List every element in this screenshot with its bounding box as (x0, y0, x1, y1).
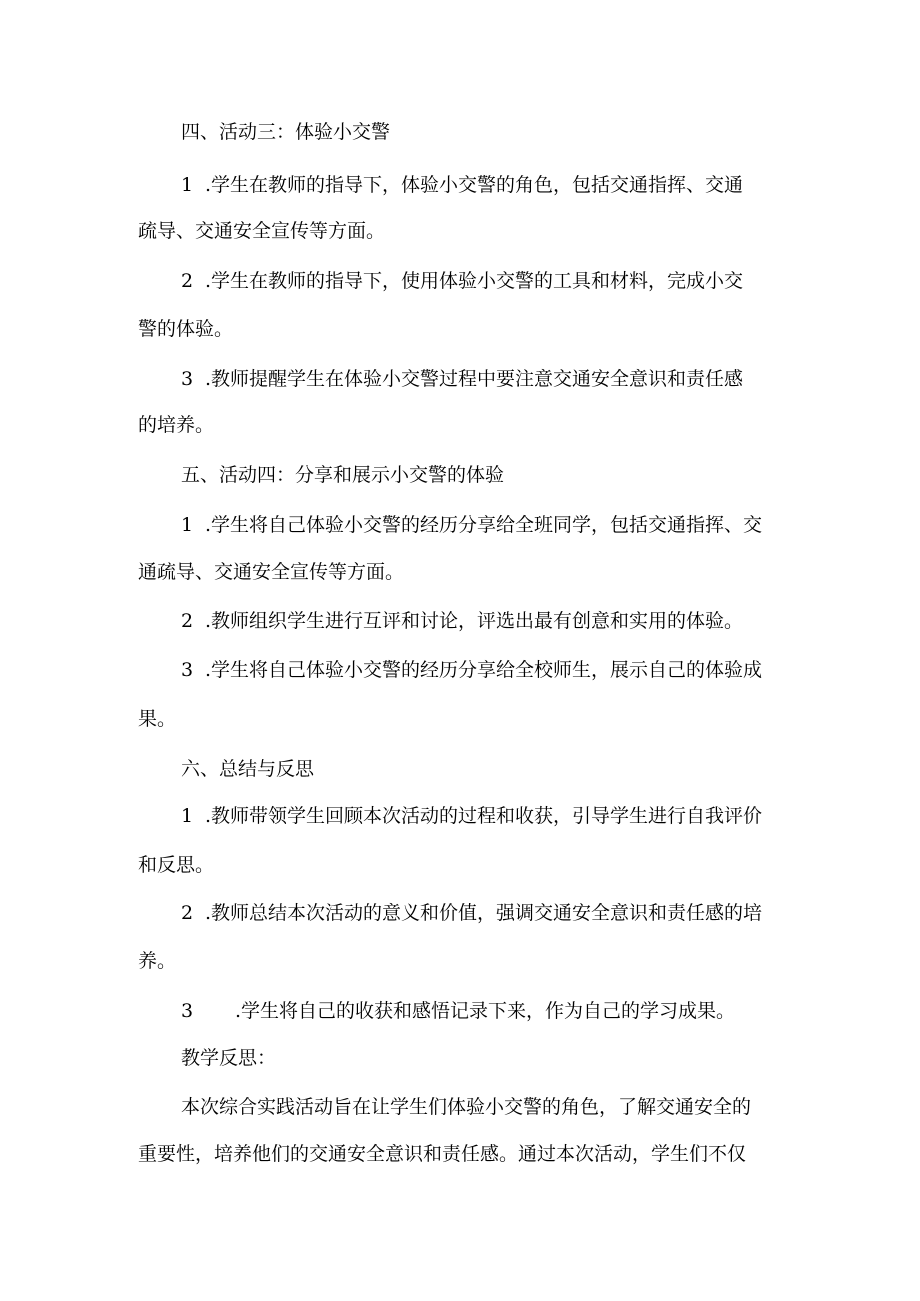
list-item-continuation (0, 216, 920, 246)
item-text-cont: 和反思。 (138, 854, 215, 876)
list-item (0, 898, 920, 928)
reflection-text: 本次综合实践活动旨在让学生们体验小交警的角色，了解交通安全的 (181, 1096, 752, 1118)
list-item (0, 266, 920, 296)
list-item (0, 655, 920, 685)
item-text: .教师带领学生回顾本次活动的过程和收获，引导学生进行自我评价 (205, 805, 763, 827)
item-number: 2 (181, 270, 194, 292)
reflection-heading (0, 1043, 920, 1073)
item-text-cont: 的培养。 (138, 414, 215, 436)
item-number: 1 (181, 805, 194, 827)
list-item-continuation (0, 314, 920, 344)
list-item-continuation (0, 946, 920, 976)
item-number: 3 (181, 1000, 194, 1022)
item-number: 2 (181, 902, 194, 924)
item-text: .学生将自己体验小交警的经历分享给全校师生，展示自己的体验成 (205, 659, 763, 681)
list-item-continuation (0, 557, 920, 587)
item-text: .学生在教师的指导下，体验小交警的角色，包括交通指挥、交通 (205, 174, 744, 196)
section-heading-text: 四、活动三：体验小交警 (181, 121, 391, 143)
section-heading-activity-4 (0, 460, 920, 490)
item-number: 3 (181, 368, 194, 390)
item-text: .学生在教师的指导下，使用体验小交警的工具和材料，完成小交 (205, 270, 744, 292)
item-text-cont: 通疏导、交通安全宣传等方面。 (138, 561, 405, 583)
list-item (0, 510, 920, 540)
list-item-continuation (0, 410, 920, 440)
list-item-continuation (0, 704, 920, 734)
section-heading-activity-3 (0, 117, 920, 147)
item-number: 2 (181, 610, 194, 632)
item-number: 1 (181, 514, 194, 536)
list-item-continuation (0, 850, 920, 880)
item-text-cont: 果。 (138, 708, 177, 730)
item-text-cont: 疏导、交通安全宣传等方面。 (138, 220, 386, 242)
item-text: .学生将自己体验小交警的经历分享给全班同学，包括交通指挥、交 (205, 514, 763, 536)
section-heading-summary (0, 754, 920, 784)
reflection-heading-text: 教学反思： (181, 1047, 277, 1069)
reflection-paragraph-line (0, 1092, 920, 1122)
reflection-paragraph-line (0, 1139, 920, 1169)
list-item (0, 170, 920, 200)
item-number: 3 (181, 659, 194, 681)
list-item (0, 364, 920, 394)
section-heading-text: 五、活动四：分享和展示小交警的体验 (181, 464, 505, 486)
item-text-cont: 警的体验。 (138, 318, 234, 340)
item-text: .教师组织学生进行互评和讨论，评选出最有创意和实用的体验。 (205, 610, 744, 632)
section-heading-text: 六、总结与反思 (181, 758, 315, 780)
list-item (0, 606, 920, 636)
item-number: 1 (181, 174, 194, 196)
item-text: .学生将自己的收获和感悟记录下来，作为自己的学习成果。 (235, 1000, 736, 1022)
item-text-cont: 养。 (138, 950, 177, 972)
item-text: .教师总结本次活动的意义和价值，强调交通安全意识和责任感的培 (205, 902, 763, 924)
list-item (0, 801, 920, 831)
item-text: .教师提醒学生在体验小交警过程中要注意交通安全意识和责任感 (205, 368, 744, 390)
list-item (0, 996, 920, 1026)
reflection-text: 重要性，培养他们的交通安全意识和责任感。通过本次活动，学生们不仅 (138, 1143, 747, 1165)
